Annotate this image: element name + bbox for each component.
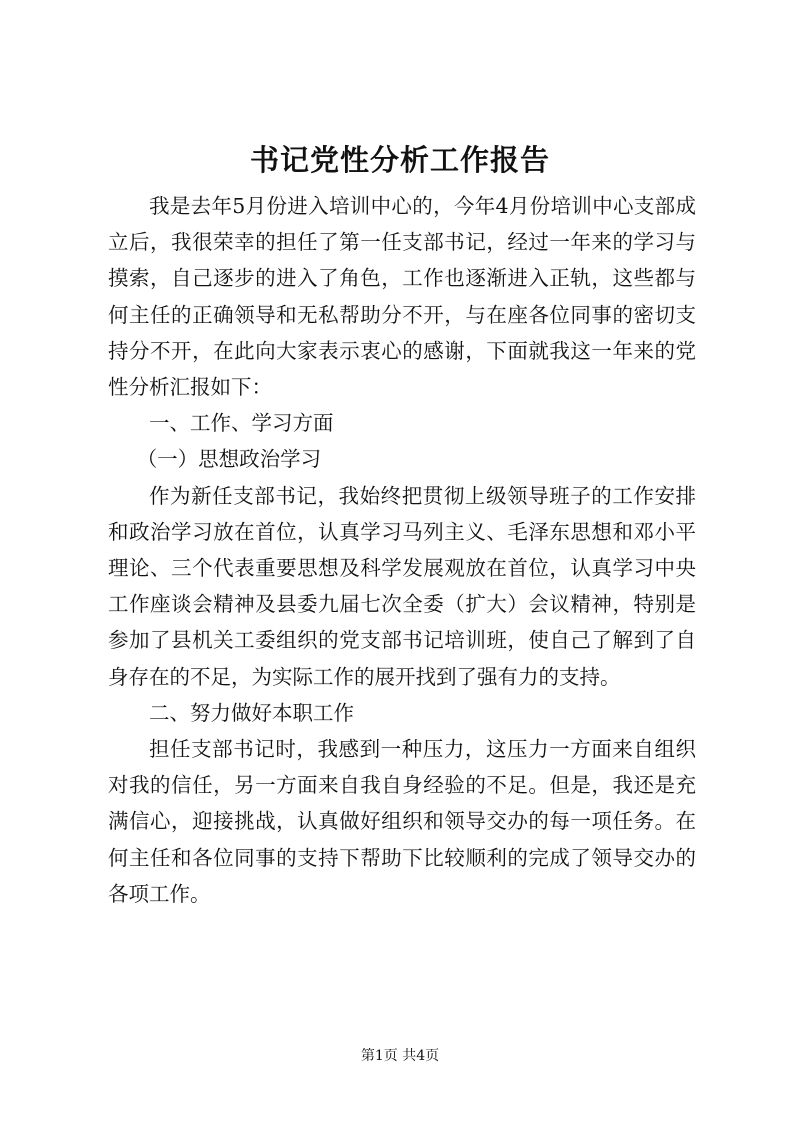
paragraph-job-duties: 担任支部书记时，我感到一种压力，这压力一方面来自组织对我的信任，另一方面来自我自身经验的不足。但是，我还是充满信心，迎接挑战，认真做好组织和领导交办的每一项任务。在何主任和各位同事的支持下帮助下比较顺利的完成了领导交办的各项工作。: [108, 737, 696, 906]
section-heading-work-study: 一、工作、学习方面: [149, 411, 334, 436]
document-title: 书记党性分析工作报告: [249, 143, 550, 177]
paragraph-political-study: 作为新任支部书记，我始终把贯彻上级领导班子的工作安排和政治学习放在首位，认真学习马列主义、毛泽东思想和邓小平理论、三个代表重要思想及科学发展观放在首位，认真学习中央工作座谈会精神及县委九届七次全委（扩大）会议精神，特别是参加了县机关工委组织的党支部书记培训班，使自己了解到了自身存在的不足，为实际工作的展开找到了强有力的支持。: [108, 483, 696, 689]
document-body: [108, 188, 696, 912]
subsection-heading-political-study: （一）思想政治学习: [136, 447, 322, 472]
paragraph-intro: 我是去年5月份进入培训中心的，今年4月份培训中心支部成立后，我很荣幸的担任了第一任支部书记，经过一年来的学习与摸索，自己逐步的进入了角色，工作也逐渐进入正轨，这些都与何主任的正确领导和无私帮助分不开，与在座各位同事的密切支持分不开，在此向大家表示衷心的感谢，下面就我这一年来的党性分析汇报如下：: [108, 194, 696, 400]
page-footer: 第1页 共4页: [360, 1048, 440, 1064]
section-heading-job-duties: 二、努力做好本职工作: [149, 700, 354, 725]
